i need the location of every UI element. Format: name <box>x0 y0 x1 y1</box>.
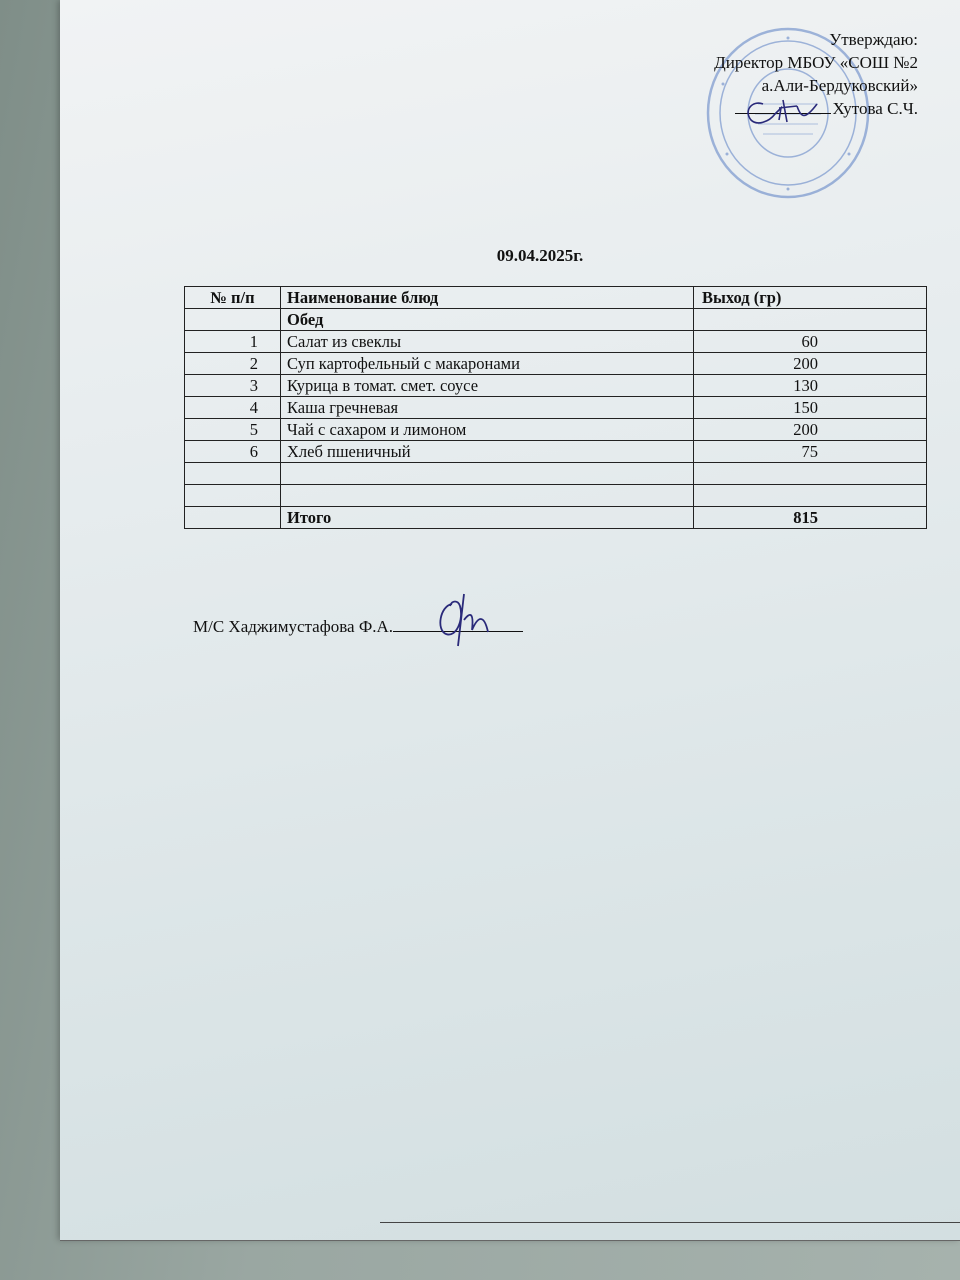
row-dish: Хлеб пшеничный <box>281 441 694 463</box>
row-portion: 130 <box>694 375 927 397</box>
table-row <box>185 419 927 441</box>
empty-cell <box>694 463 927 485</box>
row-number: 4 <box>185 397 281 419</box>
row-number: 5 <box>185 419 281 441</box>
page-divider <box>380 1222 960 1223</box>
empty-cell <box>694 485 927 507</box>
table-header-row <box>185 287 927 309</box>
director-signature <box>735 90 825 130</box>
approval-position: Директор МБОУ «СОШ №2 <box>714 53 918 72</box>
nurse-name: М/С Хаджимустафова Ф.А. <box>193 617 394 636</box>
header-portion: Выход (гр) <box>694 287 927 309</box>
header-dish-name: Наименование блюд <box>281 287 694 309</box>
row-portion: 150 <box>694 397 927 419</box>
table-row <box>185 353 927 375</box>
empty-cell <box>281 485 694 507</box>
header-number: № п/п <box>185 287 281 309</box>
row-portion: 60 <box>694 331 927 353</box>
row-number: 3 <box>185 375 281 397</box>
section-num-cell <box>185 309 281 331</box>
row-portion: 75 <box>694 441 927 463</box>
section-label: Обед <box>281 309 694 331</box>
row-dish: Курица в томат. смет. соусе <box>281 375 694 397</box>
approval-heading: Утверждаю: <box>829 30 918 49</box>
table-row <box>185 331 927 353</box>
row-portion: 200 <box>694 353 927 375</box>
row-dish: Суп картофельный с макаронами <box>281 353 694 375</box>
nurse-signature <box>430 590 500 650</box>
total-row <box>185 507 927 529</box>
menu-table <box>184 286 927 529</box>
row-number: 1 <box>185 331 281 353</box>
total-num-cell <box>185 507 281 529</box>
approval-school: а.Али-Бердуковский» <box>761 76 918 95</box>
table-row <box>185 397 927 419</box>
empty-row <box>185 463 927 485</box>
row-number: 2 <box>185 353 281 375</box>
table-row <box>185 441 927 463</box>
row-dish: Каша гречневая <box>281 397 694 419</box>
page-edge <box>60 1240 960 1241</box>
section-row <box>185 309 927 331</box>
row-number: 6 <box>185 441 281 463</box>
menu-date: 09.04.2025г. <box>496 246 584 265</box>
row-portion: 200 <box>694 419 927 441</box>
total-label: Итого <box>281 507 694 529</box>
table-row <box>185 375 927 397</box>
row-dish: Чай с сахаром и лимоном <box>281 419 694 441</box>
empty-row <box>185 485 927 507</box>
empty-cell <box>185 463 281 485</box>
section-out-cell <box>694 309 927 331</box>
empty-cell <box>185 485 281 507</box>
empty-cell <box>281 463 694 485</box>
row-dish: Салат из свеклы <box>281 331 694 353</box>
director-name: Хутова С.Ч. <box>832 99 918 118</box>
total-value: 815 <box>694 507 927 529</box>
